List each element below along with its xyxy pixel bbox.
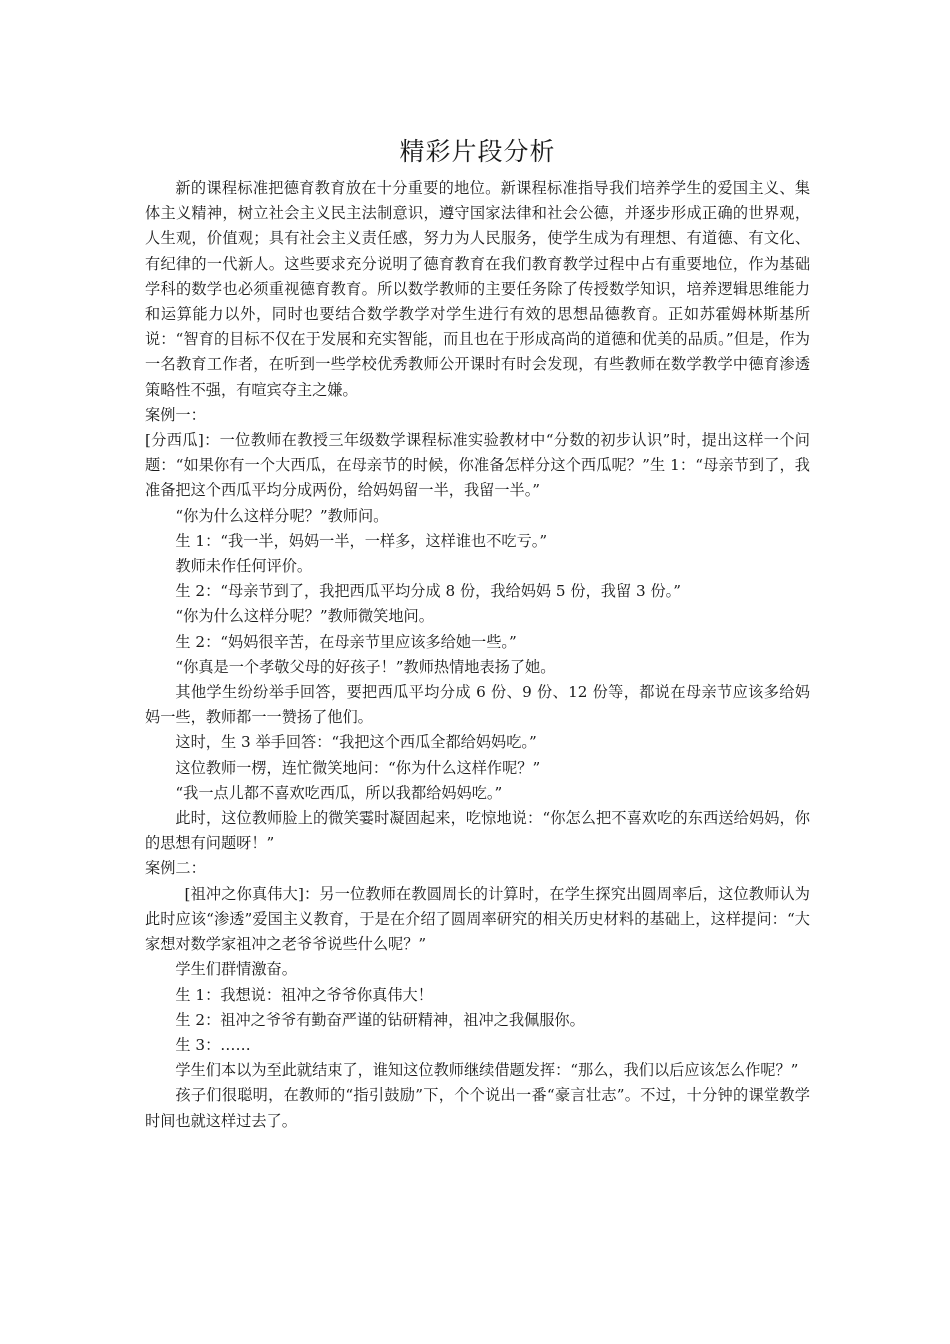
paragraph: 这时，生 3 举手回答：“我把这个西瓜全都给妈妈吃。”: [175, 733, 537, 752]
paragraph: 孩子们很聪明，在教师的“指引鼓励”下，个个说出一番“豪言壮志”。不过，十分钟的课堂教学时间也就这样过去了。: [145, 1086, 810, 1130]
paragraph: “你为什么这样分呢？”教师问。: [175, 506, 389, 525]
paragraph: 案例二：: [145, 859, 206, 878]
paragraph: 此时，这位教师脸上的微笑霎时凝固起来，吃惊地说：“你怎么把不喜欢吃的东西送给妈妈，你的思想有问题呀！”: [145, 809, 810, 853]
paragraph: 学生们群情激奋。: [175, 960, 297, 979]
paragraph: 生 1：“我一半，妈妈一半，一样多，这样谁也不吃亏。”: [175, 531, 548, 550]
paragraph: 生 2：“母亲节到了，我把西瓜平均分成 8 份，我给妈妈 5 份，我留 3 份。”: [175, 582, 682, 601]
paragraph: 案例一：: [145, 405, 206, 424]
paragraph: 其他学生纷纷举手回答，要把西瓜平均分成 6 份、9 份、12 份等，都说在母亲节应该多给妈妈一些，教师都一一赞扬了他们。: [145, 683, 810, 727]
paragraph: [祖冲之你真伟大]：另一位教师在教圆周长的计算时，在学生探究出圆周率后，这位教师认为此时应该“渗透”爱国主义教育，于是在介绍了圆周率研究的相关历史材料的基础上，这样提问：“大家想对数学家祖冲之老爷爷说些什么呢？”: [145, 884, 810, 954]
document-title: 精彩片段分析: [399, 137, 556, 166]
paragraph: 生 1：我想说：祖冲之爷爷你真伟大！: [175, 985, 433, 1004]
paragraph: “你真是一个孝敬父母的好孩子！”教师热情地表扬了她。: [175, 657, 556, 676]
paragraph: [分西瓜]：一位教师在教授三年级数学课程标准实验教材中“分数的初步认识”时，提出这样一个问题：“如果你有一个大西瓜，在母亲节的时候，你准备怎样分这个西瓜呢？”生 1：“母亲节到了，我准备把这个西瓜平均分成两份，给妈妈留一半，我留一半。”: [145, 431, 810, 500]
paragraph: “你为什么这样分呢？”教师微笑地问。: [175, 607, 434, 626]
paragraph: 生 3：……: [175, 1035, 251, 1054]
paragraph: 生 2：“妈妈很辛苦，在母亲节里应该多给她一些。”: [175, 632, 517, 651]
paragraph: 生 2：祖冲之爷爷有勤奋严谨的钻研精神，祖冲之我佩服你。: [175, 1010, 585, 1029]
paragraph: 这位教师一楞，连忙微笑地问：“你为什么这样作呢？”: [175, 758, 541, 777]
paragraph: “我一点儿都不喜欢吃西瓜，所以我都给妈妈吃。”: [175, 783, 503, 802]
document-body: [145, 176, 810, 1134]
paragraph: 新的课程标准把德育教育放在十分重要的地位。新课程标准指导我们培养学生的爱国主义、集体主义精神，树立社会主义民主法制意识，遵守国家法律和社会公德，并逐步形成正确的世界观，人生观，价值观；具有社会主义责任感，努力为人民服务，使学生成为有理想、有道德、有文化、有纪律的一代新人。这些要求充分说明了德育教育在我们教育教学过程中占有重要地位，作为基础学科的数学也必须重视德育教育。所以数学教师的主要任务除了传授数学知识，培养逻辑思维能力和运算能力以外，同时也要结合数学教学对学生进行有效的思想品德教育。正如苏霍姆林斯基所说：“智育的目标不仅在于发展和充实智能，而且也在于形成高尚的道德和优美的品质。”但是，作为一名教育工作者，在听到一些学校优秀教师公开课时有时会发现，有些教师在数学教学中德育渗透策略性不强，有喧宾夺主之嫌。: [145, 179, 810, 399]
document-page: [145, 134, 810, 1134]
paragraph: 学生们本以为至此就结束了，谁知这位教师继续借题发挥：“那么，我们以后应该怎么作呢？”: [175, 1061, 799, 1080]
paragraph: 教师未作任何评价。: [175, 557, 313, 576]
